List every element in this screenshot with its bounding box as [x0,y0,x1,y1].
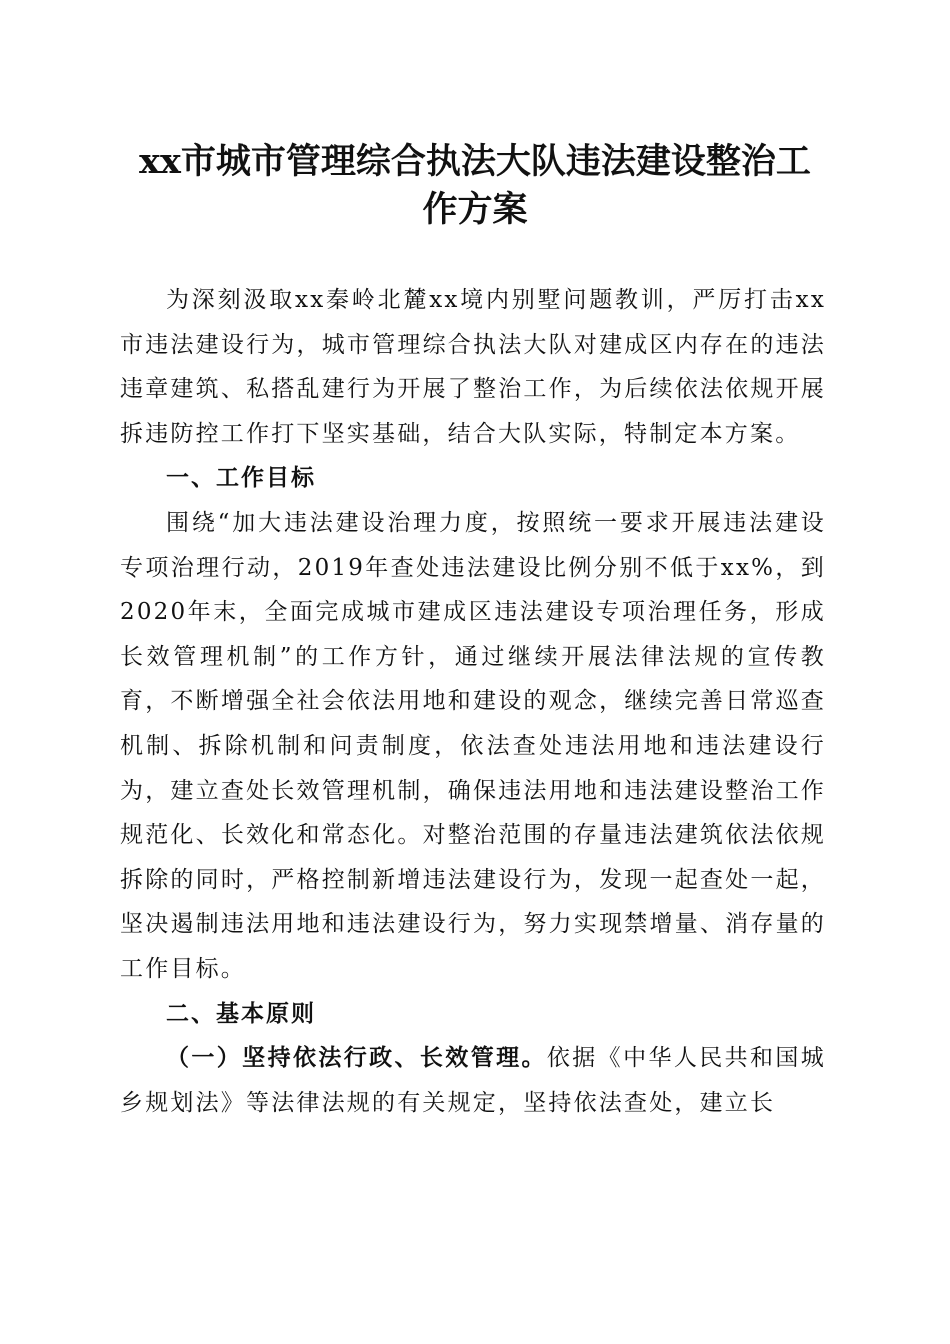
section-2-heading: 二、基本原则 [166,1000,316,1027]
subsection-1-body: 依据《中华人民共和国城乡规划法》等法律法规的有关规定，坚持依法查处，建立长 [120,1045,827,1116]
document-title [100,138,850,234]
title-line-2: 作方案 [422,189,528,230]
document-body [120,278,826,1125]
title-line-1: xx市城市管理综合执法大队违法建设整治工 [139,141,811,182]
intro-paragraph: 为深刻汲取xx秦岭北麓xx境内别墅问题教训，严厉打击xx市违法建设行为，城市管理综合执法大队对建成区内存在的违法违章建筑、私搭乱建行为开展了整治工作，为后续依法依规开展拆违防控工作打下坚实基础，结合大队实际，特制定本方案。 [120,287,826,447]
section-1-paragraph: 围绕“加大违法建设治理力度，按照统一要求开展违法建设专项治理行动，2019年查处违法建设比例分别不低于xx%，到2020年末，全面完成城市建成区违法建设专项治理任务，形成长效管理机制”的工作方针，通过继续开展法律法规的宣传教育，不断增强全社会依法用地和建设的观念，继续完善日常巡查机制、拆除机制和问责制度，依法查处违法用地和违法建设行为，建立查处长效管理机制，确保违法用地和违法建设整治工作规范化、长效化和常态化。对整治范围的存量违法建筑依法依规拆除的同时，严格控制新增违法建设行为，发现一起查处一起，坚决遏制违法用地和违法建设行为，努力实现禁增量、消存量的工作目标。 [120,509,826,982]
section-2-subsection-1-paragraph [120,1036,826,1125]
subsection-1-lead: （一）坚持依法行政、长效管理。 [166,1044,547,1072]
section-1-heading: 一、工作目标 [166,465,316,492]
